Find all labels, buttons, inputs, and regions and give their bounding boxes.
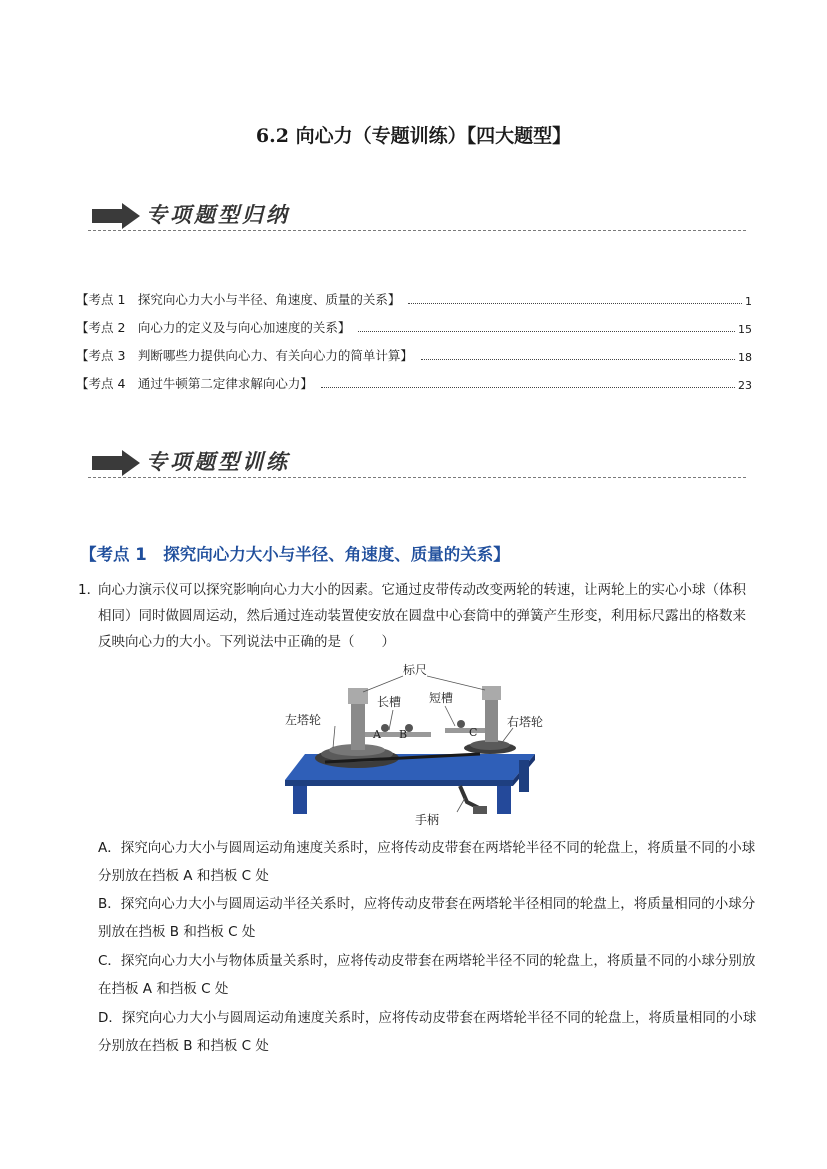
question-stem: 向心力演示仪可以探究影响向心力大小的因素。它通过皮带传动改变两轮的转速，让两轮上的实心小球（体积相同）同时做圆周运动，然后通过连动装置使安放在圆盘中心套筒中的弹簧产生形变，利用标尺露出的格数来反映向心力的大小。下列说法中正确的是（ ） — [98, 582, 746, 650]
apparatus-figure — [285, 662, 575, 832]
toc-leader-dots — [321, 386, 735, 388]
arrow-icon — [92, 203, 142, 229]
toc-item-3[interactable] — [76, 346, 752, 364]
toc-leader-dots — [408, 302, 742, 304]
toc-leader-dots — [358, 330, 735, 332]
label-ruler: 标尺 — [403, 663, 428, 677]
right-sleeve — [485, 698, 498, 742]
question-number: 1． — [78, 582, 101, 598]
label-handle: 手柄 — [415, 813, 440, 827]
toc-item-label: 【考点 1 探究向心力大小与半径、角速度、质量的关系】 — [76, 292, 401, 307]
label-right-wheel: 右塔轮 — [507, 715, 544, 729]
toc-item-4[interactable] — [76, 374, 752, 392]
left-sleeve — [351, 702, 365, 750]
label-c: C — [469, 726, 478, 739]
option-a[interactable]: A．探究向心力大小与圆周运动角速度关系时，应将传动皮带套在两塔轮半径不同的轮盘上，将质量不同的小球分别放在挡板 A 和挡板 C 处 — [98, 840, 756, 884]
toc-item-label: 【考点 4 通过牛顿第二定律求解向心力】 — [76, 376, 313, 391]
toc-item-page: 15 — [738, 323, 752, 336]
label-short-slot: 短槽 — [429, 691, 454, 705]
section-banner-training — [88, 446, 746, 486]
section-heading: 【考点 1 探究向心力大小与半径、角速度、质量的关系】 — [80, 545, 510, 564]
question-1 — [78, 577, 758, 655]
toc-item-label: 【考点 3 判断哪些力提供向心力、有关向心力的简单计算】 — [76, 348, 413, 363]
toc-item-page: 1 — [745, 295, 752, 308]
section-banner-summary — [88, 199, 746, 239]
banner-title: 专项题型归纳 — [146, 202, 290, 227]
page-title: 6.2 向心力（专题训练）【四大题型】 — [255, 125, 572, 147]
label-long-slot: 长槽 — [377, 695, 402, 709]
toc-leader-dots — [421, 358, 735, 360]
option-c[interactable]: C．探究向心力大小与物体质量关系时，应将传动皮带套在两塔轮半径不同的轮盘上，将质量不同的小球分别放在挡板 A 和挡板 C 处 — [98, 953, 756, 997]
label-b: B — [399, 728, 408, 741]
banner-title: 专项题型训练 — [146, 449, 290, 474]
toc-item-page: 23 — [738, 379, 752, 392]
label-left-wheel: 左塔轮 — [285, 713, 322, 727]
dashed-divider — [88, 230, 746, 231]
toc-item-2[interactable] — [76, 318, 752, 336]
option-b[interactable]: B．探究向心力大小与圆周运动半径关系时，应将传动皮带套在两塔轮半径相同的轮盘上，将质量相同的小球分别放在挡板 B 和挡板 C 处 — [98, 896, 756, 940]
toc-item-page: 18 — [738, 351, 752, 364]
label-a: A — [373, 728, 381, 741]
toc-item-label: 【考点 2 向心力的定义及与向心加速度的关系】 — [76, 320, 351, 335]
toc-item-1[interactable] — [76, 290, 752, 308]
option-d[interactable]: D．探究向心力大小与圆周运动角速度关系时，应将传动皮带套在两塔轮半径不同的轮盘上，将质量相同的小球分别放在挡板 B 和挡板 C 处 — [98, 1010, 757, 1054]
dashed-divider — [88, 477, 746, 478]
arrow-icon — [92, 450, 142, 476]
